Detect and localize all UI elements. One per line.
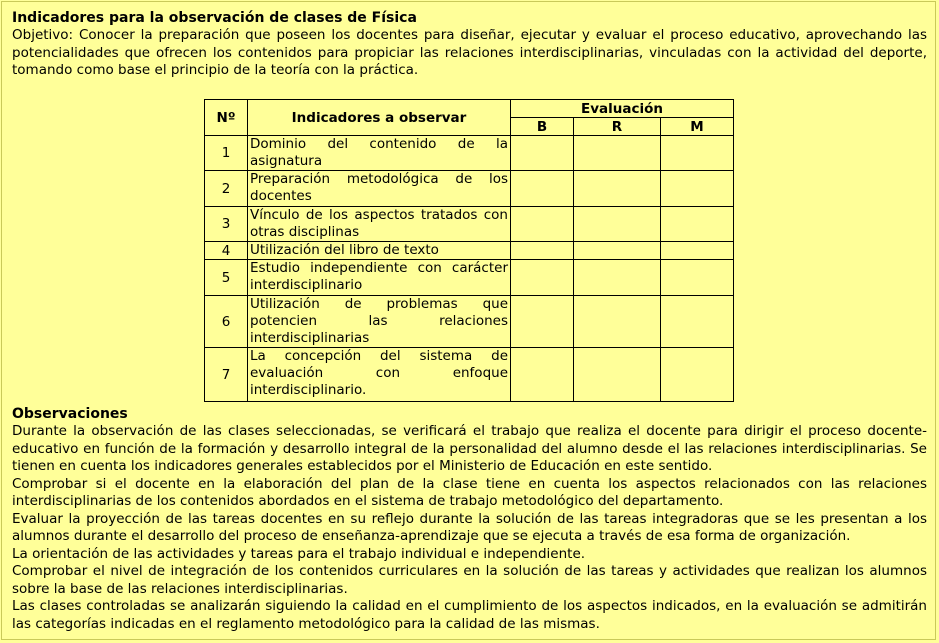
row-indicator: Utilización de problemas que potencien las relaciones interdisciplinarias: [248, 296, 511, 348]
row-number: 7: [205, 348, 248, 402]
observation-paragraph: Durante la observación de las clases seleccionadas, se verificará el trabajo que realiza el docente para dirigir el proceso docente-educativo en función de la formación y desarrollo integral de la personalidad del alumno desde el las relaciones interdisciplinarias. Se tienen en cuenta los indicadores generales establecidos por el Ministerio de Educación en este sentido.: [12, 423, 927, 474]
col-header-num: Nº: [205, 100, 248, 136]
eval-cell-b: [511, 136, 574, 171]
eval-cell-r: [574, 136, 661, 171]
row-number: 4: [205, 242, 248, 260]
eval-cell-m: [661, 171, 734, 207]
observation-paragraph: Comprobar si el docente en la elaboración del plan de la clase tiene en cuenta los aspectos relacionados con las relaciones interdisciplinarias de los contenidos abordados en el sistema de trabajo metodológico del departamento.: [12, 475, 927, 509]
header-section: [12, 10, 927, 80]
col-header-r: R: [574, 118, 661, 136]
col-header-indicators: Indicadores a observar: [248, 100, 511, 136]
eval-cell-b: [511, 348, 574, 402]
eval-cell-b: [511, 207, 574, 242]
objective-text: Objetivo: Conocer la preparación que poseen los docentes para diseñar, ejecutar y evaluar el proceso educativo, aprovechando las potencialidades que ofrecen los contenidos para propiciar las relaciones interdisciplinarias, vinculadas con la actividad del deporte, tomando como base el principio de la teoría con la práctica.: [12, 27, 927, 78]
observations-heading: Observaciones: [12, 406, 128, 422]
eval-cell-m: [661, 260, 734, 296]
col-header-m: M: [661, 118, 734, 136]
eval-cell-r: [574, 171, 661, 207]
eval-cell-r: [574, 207, 661, 242]
table-row: [205, 348, 734, 402]
eval-cell-r: [574, 242, 661, 260]
row-number: 5: [205, 260, 248, 296]
row-indicator: Preparación metodológica de los docentes: [248, 171, 511, 207]
table-row: [205, 296, 734, 348]
indicators-table-wrap: [204, 99, 734, 402]
document-title: Indicadores para la observación de clases de Física: [12, 10, 417, 26]
row-indicator: La concepción del sistema de evaluación con enfoque interdisciplinario.: [248, 348, 511, 402]
table-row: [205, 260, 734, 296]
eval-cell-r: [574, 348, 661, 402]
observation-paragraph: Las clases controladas se analizarán siguiendo la calidad en el cumplimiento de los aspectos indicados, en la evaluación se admitirán las categorías indicadas en el reglamento metodológico para la calidad de las mismas.: [12, 598, 927, 632]
row-indicator: Dominio del contenido de la asignatura: [248, 136, 511, 171]
col-header-b: B: [511, 118, 574, 136]
eval-cell-b: [511, 260, 574, 296]
eval-cell-m: [661, 348, 734, 402]
eval-cell-m: [661, 296, 734, 348]
observation-paragraph: Comprobar el nivel de integración de los contenidos curriculares en la solución de las tareas y actividades que realizan los alumnos sobre la base de las relaciones interdisciplinarias.: [12, 563, 927, 597]
eval-cell-b: [511, 171, 574, 207]
table-row: [205, 242, 734, 260]
indicators-table: [204, 99, 734, 402]
row-number: 3: [205, 207, 248, 242]
eval-cell-m: [661, 207, 734, 242]
row-number: 1: [205, 136, 248, 171]
eval-cell-m: [661, 136, 734, 171]
row-indicator: Vínculo de los aspectos tratados con otras disciplinas: [248, 207, 511, 242]
observation-paragraph: Evaluar la proyección de las tareas docentes en su reflejo durante la solución de las tareas integradoras que se les presentan a los alumnos durante el desarrollo del proceso de enseñanza-aprendizaje que se ejecuta a través de esa forma de organización.: [12, 510, 927, 544]
observation-paragraph: La orientación de las actividades y tareas para el trabajo individual e independiente.: [12, 545, 586, 562]
table-row: [205, 171, 734, 207]
eval-cell-r: [574, 260, 661, 296]
row-number: 6: [205, 296, 248, 348]
table-row: [205, 207, 734, 242]
table-row: [205, 136, 734, 171]
row-number: 2: [205, 171, 248, 207]
row-indicator: Utilización del libro de texto: [248, 242, 511, 260]
observations-section: [12, 406, 927, 633]
document-page: [1, 1, 936, 640]
row-indicator: Estudio independiente con carácter interdisciplinario: [248, 260, 511, 296]
eval-cell-b: [511, 242, 574, 260]
eval-cell-b: [511, 296, 574, 348]
eval-cell-m: [661, 242, 734, 260]
col-header-evaluation: Evaluación: [511, 100, 734, 118]
eval-cell-r: [574, 296, 661, 348]
